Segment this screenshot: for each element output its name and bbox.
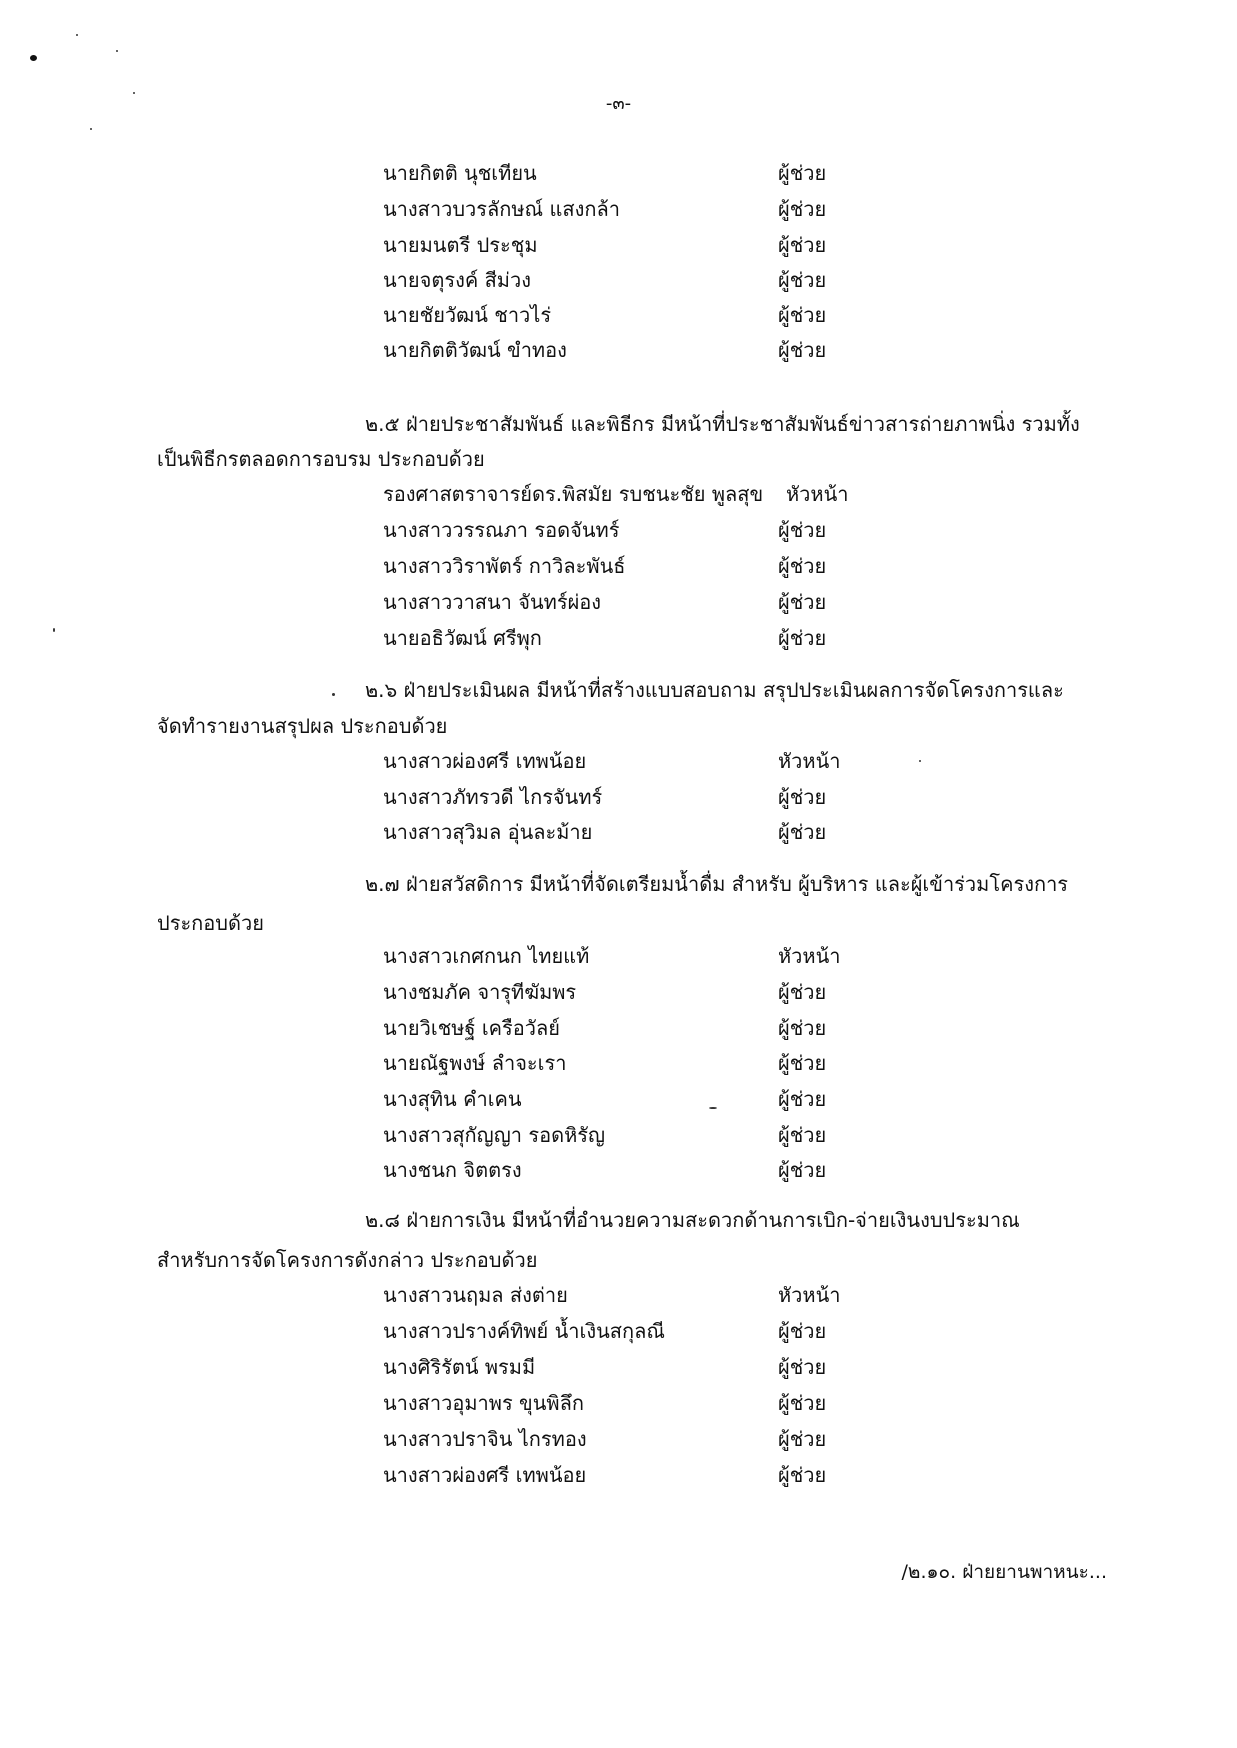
- member-name: นางสาวบวรลักษณ์ แสงกล้า: [383, 197, 620, 221]
- member-name: นายกิตติวัฒน์ ขำทอง: [383, 338, 567, 362]
- section-heading-continued: [0, 442, 1237, 476]
- member-name: นางสาวเกศกนก ไทยแท้: [383, 944, 590, 968]
- member-name: นางชนก จิตตรง: [383, 1158, 522, 1182]
- next-page-reference: /๒.๑๐. ฝ่ายยานพาหนะ...: [901, 1561, 1107, 1583]
- member-role: ผู้ช่วย: [778, 1016, 827, 1040]
- member-name: นางศิริรัตน์ พรมมี: [383, 1355, 536, 1379]
- member-name: นางสาววรรณภา รอดจันทร์: [383, 518, 620, 542]
- member-name: นายมนตรี ประชุม: [383, 233, 538, 257]
- scan-speck: [116, 50, 118, 52]
- member-name: นายกิตติ นุชเทียน: [383, 161, 537, 185]
- member-role: ผู้ช่วย: [778, 161, 827, 185]
- member-role: ผู้ช่วย: [778, 518, 827, 542]
- member-name: นางสาวนฤมล ส่งต่าย: [383, 1283, 568, 1307]
- section-heading-line2: ประกอบด้วย: [157, 911, 264, 935]
- scan-speck: [133, 92, 135, 94]
- member-name: นางสาวปราจิน ไกรทอง: [383, 1427, 587, 1451]
- member-name: นางสุทิน คำเคน: [383, 1087, 522, 1111]
- member-role: หัวหน้า: [786, 482, 849, 506]
- member-name: นางชมภัค จารุทีฆัมพร: [383, 980, 577, 1004]
- scan-speck: [76, 34, 78, 36]
- member-name: นางสาวอุมาพร ขุนพิลึก: [383, 1391, 584, 1415]
- member-role: หัวหน้า: [778, 749, 841, 773]
- page-number: -๓-: [605, 93, 632, 114]
- member-name: นายอธิวัฒน์ ศรีพุก: [383, 626, 542, 650]
- member-role: ผู้ช่วย: [778, 338, 827, 362]
- member-name: นางสาวผ่องศรี เทพน้อย: [383, 1463, 587, 1487]
- member-role: ผู้ช่วย: [778, 785, 827, 809]
- member-name: นางสาววาสนา จันทร์ผ่อง: [383, 590, 602, 614]
- member-role: ผู้ช่วย: [778, 1319, 827, 1343]
- scan-speck: [709, 1107, 717, 1109]
- member-name: นายวิเชษฐ์ เครือวัลย์: [383, 1016, 561, 1040]
- section-heading: [0, 407, 1237, 441]
- section-heading-line1: ๒.๗ ฝ่ายสวัสดิการ มีหน้าที่จัดเตรียมน้ำดื่ม สำหรับ ผู้บริหาร และผู้เข้าร่วมโครงการ: [365, 872, 1069, 896]
- member-role: ผู้ช่วย: [778, 1463, 827, 1487]
- section-heading: [0, 867, 1237, 901]
- section-heading-line1: ๒.๘ ฝ่ายการเงิน มีหน้าที่อำนวยความสะดวกด้านการเบิก-จ่ายเงินงบประมาณ: [365, 1208, 1020, 1232]
- section-heading-line1: ๒.๖ ฝ่ายประเมินผล มีหน้าที่สร้างแบบสอบถาม สรุปประเมินผลการจัดโครงการและ: [365, 678, 1064, 702]
- scan-speck: [53, 628, 55, 632]
- member-name: นางสาวภัทรวดี ไกรจันทร์: [383, 785, 603, 809]
- member-name: นางสาวปรางค์ทิพย์ น้ำเงินสกุลณี: [383, 1319, 665, 1343]
- section-heading-line2: สำหรับการจัดโครงการดังกล่าว ประกอบด้วย: [157, 1248, 538, 1272]
- member-role: ผู้ช่วย: [778, 820, 827, 844]
- member-role: ผู้ช่วย: [778, 233, 827, 257]
- section-heading-continued: [0, 709, 1237, 743]
- member-name: รองศาสตราจารย์ดร.พิสมัย รบชนะชัย พูลสุข: [383, 482, 764, 506]
- section-heading: [0, 1203, 1237, 1237]
- member-role: ผู้ช่วย: [778, 626, 827, 650]
- scan-speck: [90, 128, 92, 130]
- section-heading: [0, 673, 1237, 707]
- section-heading-continued: [0, 906, 1237, 940]
- section-heading-line1: ๒.๕ ฝ่ายประชาสัมพันธ์ และพิธีกร มีหน้าที่ประชาสัมพันธ์ข่าวสารถ่ายภาพนิ่ง รวมทั้ง: [365, 412, 1080, 436]
- member-name: นางสาววิราพัตร์ กาวิละพันธ์: [383, 554, 626, 578]
- section-heading-line2: จัดทำรายงานสรุปผล ประกอบด้วย: [157, 714, 448, 738]
- scan-speck: [332, 693, 335, 696]
- member-name: นายจตุรงค์ สีม่วง: [383, 268, 531, 292]
- member-role: หัวหน้า: [778, 944, 841, 968]
- member-role: ผู้ช่วย: [778, 1427, 827, 1451]
- member-name: นางสาวสุวิมล อุ่นละม้าย: [383, 820, 593, 844]
- member-role: ผู้ช่วย: [778, 1051, 827, 1075]
- member-name: นางสาวสุกัญญา รอดหิรัญ: [383, 1123, 606, 1147]
- member-role: ผู้ช่วย: [778, 1123, 827, 1147]
- member-name: นายณัฐพงษ์ ลำจะเรา: [383, 1051, 567, 1075]
- scan-speck: [919, 760, 921, 762]
- member-role: ผู้ช่วย: [778, 1355, 827, 1379]
- member-name: นายชัยวัฒน์ ชาวไร่: [383, 303, 552, 327]
- member-role: ผู้ช่วย: [778, 197, 827, 221]
- section-heading-continued: [0, 1243, 1237, 1277]
- member-role: หัวหน้า: [778, 1283, 841, 1307]
- member-role: ผู้ช่วย: [778, 980, 827, 1004]
- member-name: นางสาวผ่องศรี เทพน้อย: [383, 749, 587, 773]
- member-role: ผู้ช่วย: [778, 303, 827, 327]
- member-role: ผู้ช่วย: [778, 1158, 827, 1182]
- scan-speck: [30, 55, 37, 61]
- member-role: ผู้ช่วย: [778, 590, 827, 614]
- member-role: ผู้ช่วย: [778, 554, 827, 578]
- member-role: ผู้ช่วย: [778, 1391, 827, 1415]
- member-role: ผู้ช่วย: [778, 1087, 827, 1111]
- section-heading-line2: เป็นพิธีกรตลอดการอบรม ประกอบด้วย: [157, 447, 485, 471]
- member-role: ผู้ช่วย: [778, 268, 827, 292]
